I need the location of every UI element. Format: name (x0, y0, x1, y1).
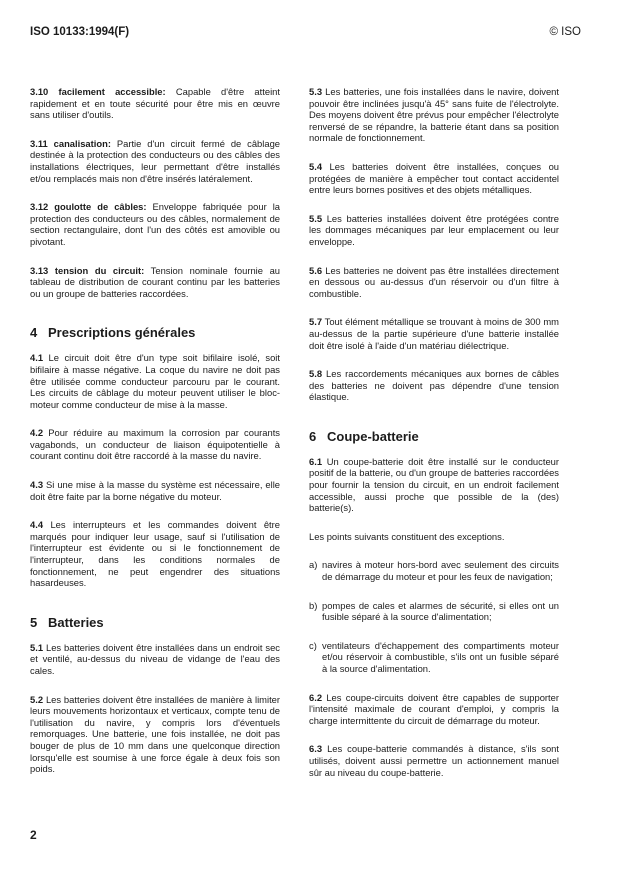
clause-6-1: 6.1 Un coupe-batterie doit être installé sur le conducteur positif de la batterie, ou d'un groupe de batteries raccordées pour fournir la tension du circuit, en un endroit facilement accessible, aussi proche que possible de la (des) batterie(s). (309, 455, 559, 514)
clause-5-2: 5.2 Les batteries doivent être installées de manière à limiter leurs mouvements horizontaux et verticaux, compte tenu de l'utilisation du navire, y compris lors d'éventuels remorquages. Une batterie, une fois installée, ne doit pas bouger de plus de 10 mm dans une quelconque direction lorsqu'elle est soumise à une force égale à deux fois son poids. (30, 693, 281, 775)
left-column (30, 86, 280, 792)
section-4-heading: 4 Prescriptions générales (30, 325, 196, 341)
clause-5-8: 5.8 Les raccordements mécaniques aux bornes de câbles des batteries ne doivent pas dépendre d'une tension élastique. (309, 368, 559, 403)
clause-5-4: 5.4 Les batteries doivent être installées, conçues ou protégées de manière à empêcher tout contact accidentel entre leurs bornes positives et des objets métalliques. (309, 160, 559, 196)
page-number: 2 (30, 828, 37, 842)
list-item: b) pompes de cales et alarmes de sécurité, si elles ont un fusible séparé à la source d'alimentation; (309, 599, 559, 623)
right-column (309, 86, 559, 795)
exceptions-intro: Les points suivants constituent des exceptions. (309, 530, 505, 542)
clause-6-3: 6.3 Les coupe-batterie commandés à distance, s'ils sont utilisés, doivent aussi permettre un actionnement manuel sûr au niveau du coupe-batterie. (309, 743, 560, 778)
list-item: c) ventilateurs d'échappement des compartiments moteur et/ou réservoir à combustible, s'ils ont un fusible séparé à la source d'alimentation. (309, 639, 559, 674)
definition-3-11: 3.11 canalisation: Partie d'un circuit fermé de câblage destinée à la protection des conducteurs ou des câbles des installations électriques, leur permettant d'être installés et/ou remplacés mais non d'être insérés latéralement. (30, 137, 280, 184)
document-id: ISO 10133:1994(F) (30, 26, 130, 38)
section-6-heading: 6 Coupe-batterie (309, 428, 419, 444)
clause-5-3: 5.3 Les batteries, une fois installées dans le navire, doivent pouvoir être inclinées jusqu'à 45° sans fuite de l'électrolyte. Des moyens doivent être prévus pour empêcher l'électrolyte renversé de se répandre, la batterie étant dans sa position normale de fonctionnement. (309, 86, 559, 144)
clause-4-4: 4.4 Les interrupteurs et les commandes doivent être marqués pour indiquer leur usage, sauf si l'utilisation de l'interrupteur est évidente ou si le fonctionnement de l'interrupteur, dans les conditions normales de fonctionnement, ne peut engendrer des situations hasardeuses. (30, 519, 280, 589)
clause-4-2: 4.2 Pour réduire au maximum la corrosion par courants vagabonds, un conducteur de liaison équipotentielle à courant continu doit être raccordé à la masse du navire. (30, 427, 280, 462)
clause-6-2: 6.2 Les coupe-circuits doivent être capables de supporter l'intensité maximale de courant d'emploi, y compris la charge intermittente du circuit de démarrage du moteur. (309, 691, 559, 726)
definition-3-13: 3.13 tension du circuit: Tension nominale fournie au tableau de distribution de courant continu par les batteries ou un groupe de batteries raccordées. (30, 264, 281, 299)
clause-4-3: 4.3 Si une mise à la masse du système est nécessaire, elle doit être faite par la borne négative du moteur. (30, 479, 280, 502)
definition-3-10: 3.10 facilement accessible: Capable d'être atteint rapidement et en toute sécurité pour être mis en œuvre sans utiliser d'outils. (30, 86, 280, 121)
list-item: a) navires à moteur hors-bord avec seulement des circuits de démarrage du moteur et pour les feux de navigation; (309, 559, 559, 583)
clause-4-1: 4.1 Le circuit doit être d'un type soit bifilaire isolé, soit bifilaire à masse négative. La coque du navire ne doit pas être utilisée comme conducteur parcouru par le courant. Les circuits de câblage du moteur peuvent utiliser le bloc-moteur comme conducteur de mise à la masse. (30, 352, 280, 410)
copyright-mark: © ISO (549, 26, 581, 38)
definition-3-12: 3.12 goulotte de câbles: Enveloppe fabriquée pour la protection des conducteurs ou des câbles, normalement de section rectangulaire, dont l'un des côtés est amovible ou pivotant. (30, 201, 280, 247)
clause-5-7: 5.7 Tout élément métallique se trouvant à moins de 300 mm au-dessus de la partie supérieure d'une batterie installée doit être isolé à l'aide d'un matériau diélectrique. (309, 316, 559, 351)
clause-5-5: 5.5 Les batteries installées doivent être protégées contre les dommages mécaniques par leur emplacement ou leur enveloppe. (309, 212, 559, 247)
clause-5-1: 5.1 Les batteries doivent être installées dans un endroit sec et ventilé, au-dessus du niveau de vidange de l'eau des cales. (30, 641, 280, 676)
clause-5-6: 5.6 Les batteries ne doivent pas être installées directement en dessous ou au-dessus d'un réservoir ou d'un filtre à combustible. (309, 264, 559, 299)
section-5-heading: 5 Batteries (30, 614, 104, 630)
